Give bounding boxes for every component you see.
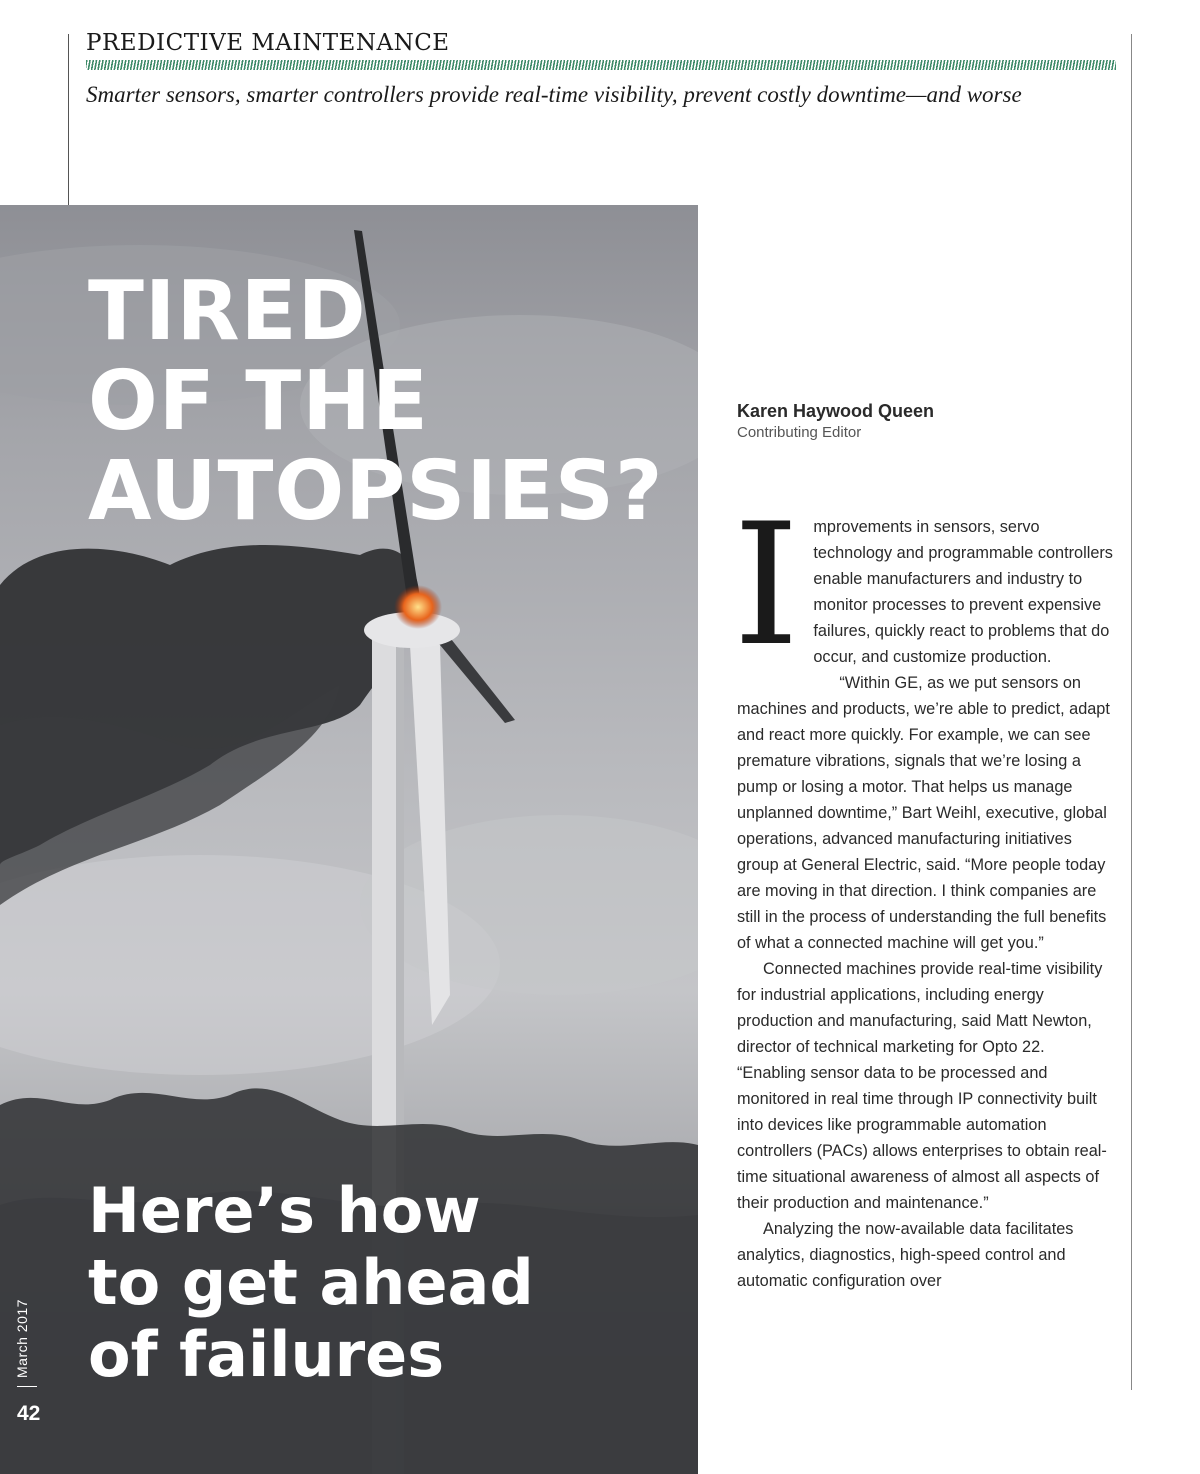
subheadline [88, 1175, 534, 1391]
author-role: Contributing Editor [737, 424, 862, 441]
folio-divider [17, 1386, 37, 1387]
issue-date: March 2017 [14, 1299, 30, 1378]
article-paragraph [733, 487, 1117, 683]
article-body [733, 487, 1117, 1294]
page-number: 42 [17, 1402, 41, 1425]
article-paragraph: Analyzing the now-available data facilitates analytics, diagnostics, high-speed control and automatic configuration over [737, 1220, 1074, 1290]
paragraph-text: mprovements in sensors, servo technology and programmable controllers enable manufacturers and industry to monitor processes to prevent expensive failures, quickly react to problems that do occur, and customize production. [813, 518, 1113, 666]
headline [88, 264, 664, 539]
section-label: PREDICTIVE MAINTENANCE [86, 30, 450, 56]
headline-line: AUTOPSIES? [88, 444, 664, 539]
article-paragraph: “Within GE, as we put sensors on machines and products, we’re able to predict, adapt and react more quickly. For example, we can see premature vibrations, signals that we’re losing a pump or losing a motor. That helps us manage unplanned downtime,” Bart Weihl, executive, global operations, advanced manufacturing initiatives group at General Electric, said. “More people today are moving in that direction. I think companies are still in the process of understanding the full benefits of what a connected machine will get you.” [737, 674, 1110, 952]
drop-cap: I [733, 487, 800, 683]
hatched-divider [86, 60, 1116, 70]
column-rule-right [1131, 34, 1132, 1390]
deck-subtitle: Smarter sensors, smarter controllers provide real-time visibility, prevent costly downtime—and worse [86, 82, 1022, 107]
fire-glow [394, 585, 442, 629]
subheadline-line: to get ahead [88, 1246, 534, 1319]
article-paragraph: Connected machines provide real-time visibility for industrial applications, including energy production and manufacturing, said Matt Newton, director of technical marketing for Opto 22. “Enabling sensor data to be processed and monitored in real time through IP connectivity built into devices like programmable automation controllers (PACs) allows enterprises to obtain real-time situational awareness of almost all aspects of their production and maintenance.” [737, 960, 1107, 1212]
byline [737, 401, 934, 441]
author-name: Karen Haywood Queen [737, 401, 935, 421]
hero-photo [0, 205, 698, 1474]
subheadline-line: Here’s how [88, 1174, 481, 1247]
subheadline-line: of failures [88, 1318, 445, 1391]
header-rule-left [68, 34, 69, 206]
headline-line: TIRED [88, 264, 367, 359]
headline-line: OF THE [88, 354, 429, 449]
